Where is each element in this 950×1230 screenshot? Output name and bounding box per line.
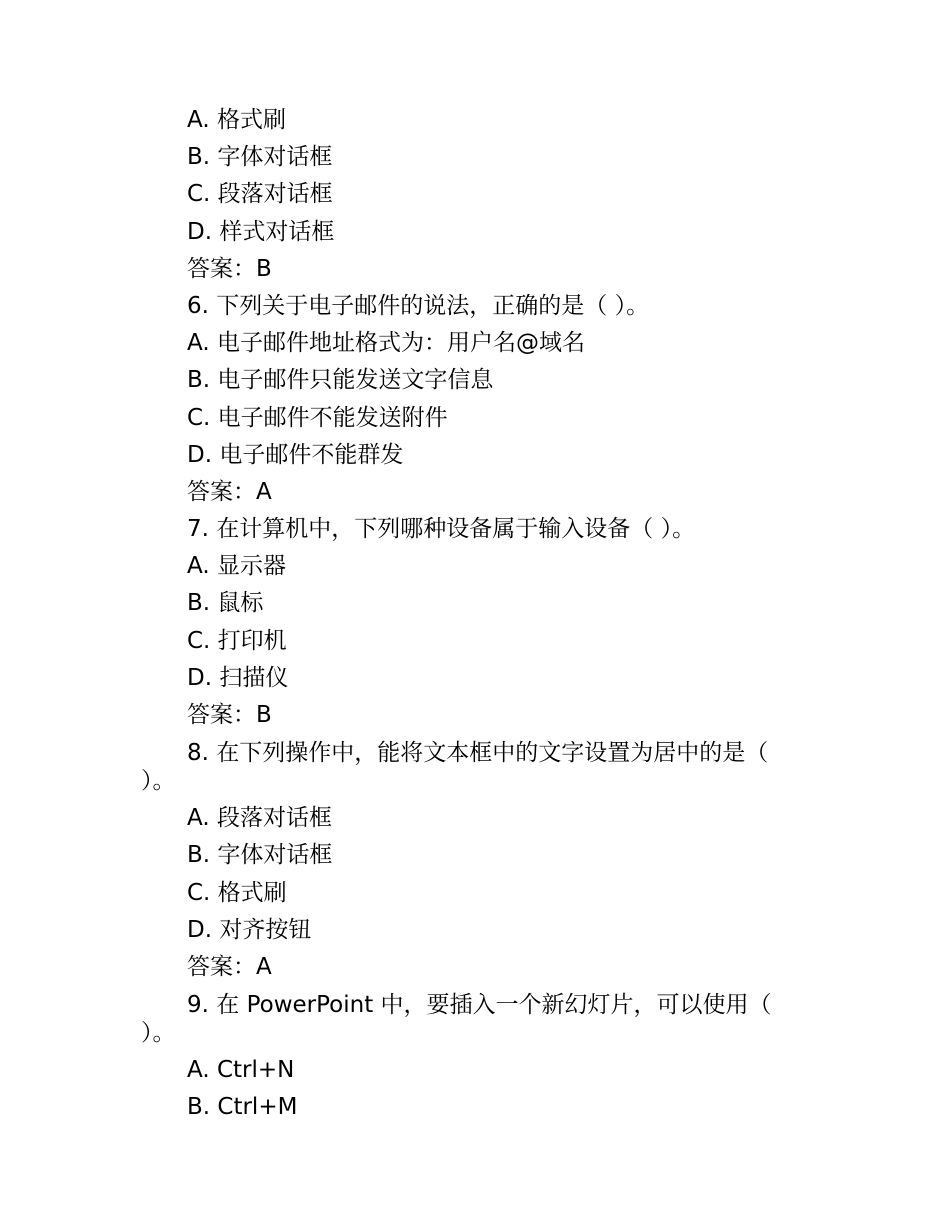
answer: 答案：B [187, 702, 272, 728]
option-b: B. 字体对话框 [187, 842, 333, 869]
question-8 [141, 738, 821, 800]
option-c: C. 打印机 [187, 627, 287, 654]
question-9 [141, 990, 821, 1052]
question-9-line1: 9. 在 PowerPoint 中，要插入一个新幻灯片，可以使用（ [187, 992, 772, 1019]
option-a: A. 段落对话框 [187, 805, 332, 832]
question-8-line2: ）。 [141, 768, 176, 795]
option-b: B. 电子邮件只能发送文字信息 [187, 367, 494, 394]
question-9-line2: ）。 [141, 1020, 176, 1047]
option-c: C. 电子邮件不能发送附件 [187, 404, 448, 431]
option-b: B. Ctrl+M [187, 1094, 298, 1121]
option-d: D. 对齐按钮 [187, 916, 312, 943]
option-c: C. 段落对话框 [187, 181, 333, 208]
option-b: B. 鼠标 [187, 590, 264, 617]
option-d: D. 样式对话框 [187, 218, 335, 245]
option-d: D. 电子邮件不能群发 [187, 441, 404, 468]
option-a: A. 格式刷 [187, 107, 286, 133]
question-7: 7. 在计算机中，下列哪种设备属于输入设备（ ）。 [187, 516, 696, 543]
option-a: A. Ctrl+N [187, 1057, 295, 1084]
answer: 答案：B [187, 255, 272, 282]
document-body [141, 102, 821, 1127]
answer: 答案：A [187, 478, 272, 505]
question-8-line1: 8. 在下列操作中，能将文本框中的文字设置为居中的是（ [187, 740, 769, 767]
option-a: A. 显示器 [187, 553, 286, 580]
answer: 答案：A [187, 953, 272, 980]
option-a: A. 电子邮件地址格式为：用户名@域名 [187, 330, 585, 357]
option-b: B. 字体对话框 [187, 144, 333, 171]
option-c: C. 格式刷 [187, 879, 287, 906]
option-d: D. 扫描仪 [187, 664, 289, 691]
question-6: 6. 下列关于电子邮件的说法，正确的是（ ）。 [187, 292, 650, 319]
